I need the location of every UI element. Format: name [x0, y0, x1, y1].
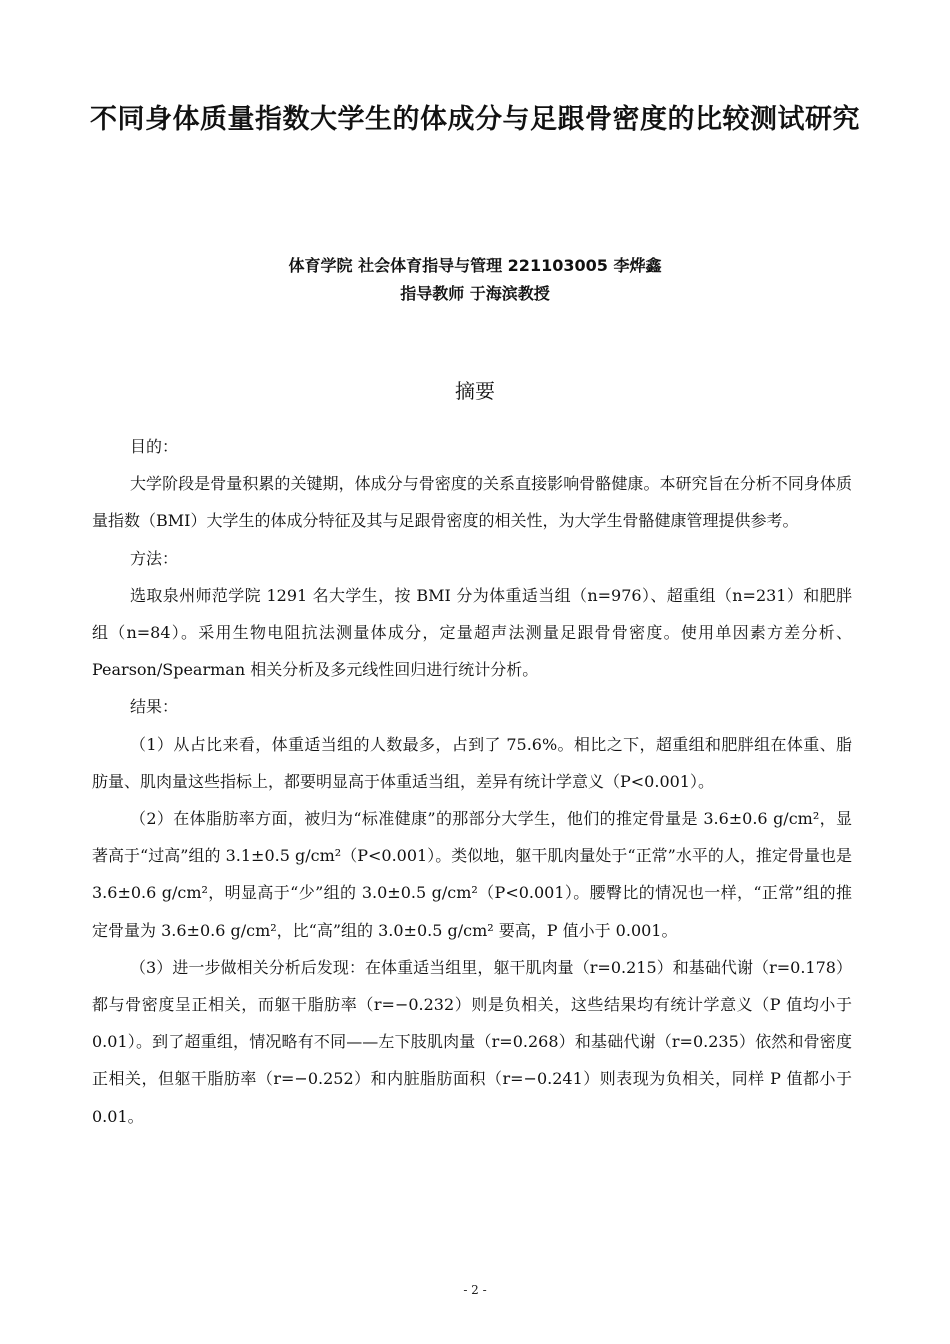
advisor-info: 指导教师 于海滨教授 — [400, 284, 550, 303]
abstract-body — [92, 428, 852, 1135]
paper-title: 不同身体质量指数大学生的体成分与足跟骨密度的比较测试研究 — [90, 104, 860, 135]
objective-paragraph: 大学阶段是骨量积累的关键期，体成分与骨密度的关系直接影响骨骼健康。本研究旨在分析不同身体质量指数（BMI）大学生的体成分特征及其与足跟骨密度的相关性，为大学生骨骼健康管理提供参考。 — [92, 474, 852, 531]
result-label: 结果： — [130, 697, 179, 717]
objective-label: 目的： — [130, 437, 179, 456]
result-paragraph-2: （2）在体脂肪率方面，被归为“标准健康”的那部分大学生，他们的推定骨量是 3.6±0.6 g/cm²，显著高于“过高”组的 3.1±0.5 g/cm²（P<0.001）。类似地，躯干肌肉量处于“正常”水平的人，推定骨量也是 3.6±0.6 g/cm²，明显高于“少”组的 3.0±0.5 g/cm²（P<0.001）。腰臀比的情况也一样，“正常”组的推定骨量为 3.6±0.6 g/cm²，比“高”组的 3.0±0.5 g/cm² 要高，P 值小于 0.001。 — [92, 809, 852, 940]
abstract-heading: 摘要 — [455, 379, 495, 403]
method-label: 方法： — [130, 548, 179, 568]
page-number: - 2 - — [463, 1283, 487, 1297]
method-paragraph: 选取泉州师范学院 1291 名大学生，按 BMI 分为体重适当组（n=976）、超重组（n=231）和肥胖组（n=84）。采用生物电阻抗法测量体成分，定量超声法测量足跟骨骨密度。使用单因素方差分析、Pearson/Spearman 相关分析及多元线性回归进行统计分析。 — [92, 585, 852, 680]
result-paragraph-3: （3）进一步做相关分析后发现：在体重适当组里，躯干肌肉量（r=0.215）和基础代谢（r=0.178）都与骨密度呈正相关，而躯干脂肪率（r=−0.232）则是负相关，这些结果均有统计学意义（P 值均小于 0.01）。到了超重组，情况略有不同——左下肢肌肉量（r=0.268）和基础代谢（r=0.235）依然和骨密度正相关，但躯干脂肪率（r=−0.252）和内脏脂肪面积（r=−0.241）则表现为负相关，同样 P 值都小于 0.01。 — [92, 957, 852, 1126]
author-info: 体育学院 社会体育指导与管理 221103005 李烨鑫 — [288, 256, 662, 275]
result-paragraph-1: （1）从占比来看，体重适当组的人数最多，占到了 75.6%。相比之下，超重组和肥胖组在体重、脂肪量、肌肉量这些指标上，都要明显高于体重适当组，差异有统计学意义（P<0.001）。 — [92, 734, 852, 791]
author-block — [90, 252, 860, 308]
